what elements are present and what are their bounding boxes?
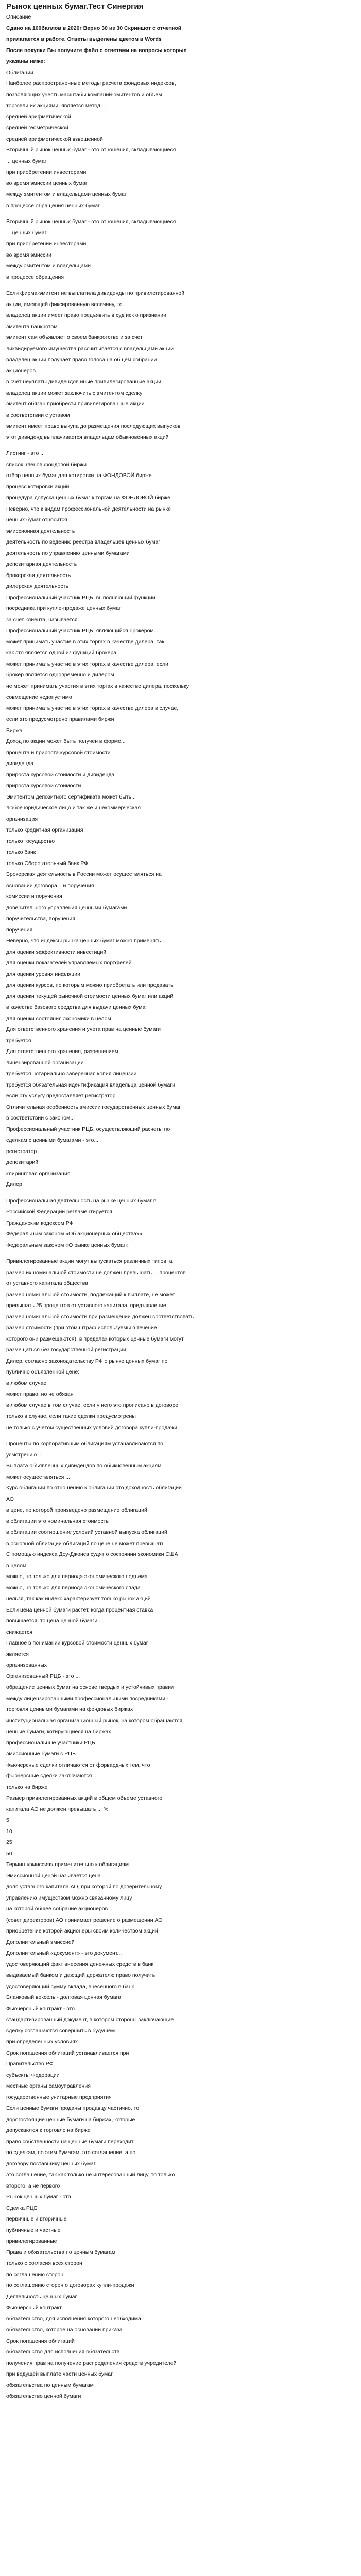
text-line: Описание: [6, 14, 31, 20]
text-line: эмитента банкротом: [6, 323, 58, 330]
text-line: эмитент сам объявляет о своем банкротстве и за счет: [6, 334, 143, 341]
text-line: допускаются к торговле на бирже: [6, 2127, 91, 2133]
text-line: Профессиональная деятельность на рынке ценных бумаг в: [6, 1197, 157, 1204]
text-line: Главное в понимании курсовой стоимости ценных бумаг: [6, 1640, 148, 1646]
emphasis-line: После покупки Вы получите файл с ответами на вопросы которые: [6, 47, 187, 54]
text-line: право собственности на ценные бумаги переходит: [6, 2138, 134, 2145]
text-line: Эмиссионной ценой называется цена ...: [6, 1872, 107, 1879]
text-line: Для ответственного хранения, разрешением: [6, 1048, 118, 1055]
text-line: от уставного капитала общества: [6, 1280, 89, 1286]
text-line: повышается, то цена ценной бумаги ...: [6, 1618, 104, 1624]
text-line: институциональная организационный рынок, на котором обращаются: [6, 1717, 182, 1724]
text-line: Профессиональный участник РЦБ, являющийся брокером...: [6, 628, 159, 634]
text-line: обязательство для исполнения обязательств: [6, 2349, 120, 2355]
text-line: посредника при купле-продаже ценных бумаг: [6, 605, 121, 612]
text-line: прироста курсовой стоимости: [6, 783, 81, 789]
text-line: основании договора... и поручения: [6, 882, 94, 889]
text-line: Если цена ценной бумаги растет, когда процентная ставка: [6, 1606, 153, 1613]
text-line: управлению имуществом можно связанному лицу: [6, 1894, 132, 1901]
text-line: Для ответственного хранения и учета прав на ценные бумаги: [6, 1026, 161, 1032]
text-line: поручения: [6, 926, 33, 933]
text-line: может принимать участие в этих торгах в качестве дилера в случае,: [6, 705, 179, 711]
text-line: этот дивиденд выплачивается владельцам обыкновенных акций: [6, 434, 169, 440]
text-line: Гражданским кодексом РФ: [6, 1219, 74, 1226]
text-line: по соглашению сторон о договорах купли-продажи: [6, 2282, 134, 2289]
text-line: торговля ценными бумагами на фондовых биржах: [6, 1706, 133, 1713]
text-line: договору поставщику ценных бумаг: [6, 2160, 96, 2167]
text-line: ценных бумаг относится...: [6, 517, 72, 523]
text-line: Срок погашения облигаций устанавливается при: [6, 2049, 129, 2056]
text-line: процесс котировки акций: [6, 483, 70, 490]
text-line: местные органы самоуправления: [6, 2083, 91, 2089]
paragraph-spacer: [6, 443, 355, 448]
text-line: удостоверяющий факт внесения денежных средств в банк: [6, 1961, 153, 1968]
emphasis-line: указаны ниже:: [6, 58, 45, 64]
text-line: комиссии и поручения: [6, 893, 62, 900]
text-line: эмитент обязан приобрести привилегированные акции: [6, 401, 145, 407]
text-line: Облигации: [6, 69, 33, 76]
paragraph-spacer: [6, 1191, 355, 1196]
text-line: Права и обязательства по ценным бумагам: [6, 2249, 116, 2256]
text-line: клиринговая организация: [6, 1170, 71, 1177]
text-line: при определённых условиях: [6, 2039, 78, 2045]
text-line: брокерская деятельность: [6, 572, 71, 579]
text-line: деятельность по управлению ценными бумагами: [6, 550, 130, 556]
text-line: Российской Федерации регламентируется: [6, 1209, 112, 1215]
text-line: в счет неуплаты дивидендов иные привилегированные акции: [6, 379, 161, 385]
text-line: снижается: [6, 1629, 32, 1635]
text-line: дилерская деятельность: [6, 583, 68, 589]
text-line: по сделкам, по этим бумагам, это соглашение, а по: [6, 2149, 136, 2156]
document-body: [6, 12, 355, 2402]
text-line: Дилер: [6, 1181, 22, 1188]
text-line: Неверно, что индексы рынка ценных бумаг можно применять...: [6, 938, 166, 944]
text-line: в основной облигации облигаций по цене не может превышать: [6, 1540, 165, 1547]
text-line: Деятельность ценных бумаг: [6, 2293, 77, 2300]
text-line: в процессе обращения: [6, 274, 64, 280]
text-line: в соответствии с уставом: [6, 412, 70, 418]
text-line: Дилер, согласно законодательству РФ о рынке ценных бумаг по: [6, 1358, 168, 1364]
text-line: Термин «эмиссия» применительно к облигациям: [6, 1861, 129, 1868]
text-line: требуется...: [6, 1037, 36, 1044]
text-line: Правительство РФ: [6, 2061, 54, 2067]
text-line: публичные и частные: [6, 2227, 61, 2233]
text-line: требуется нотариально заверенная копия лицензии: [6, 1071, 137, 1077]
text-line: деятельность по ведению реестра владельцев ценных бумаг: [6, 539, 161, 545]
text-line: размер номинальной стоимости при размещении должен соответствовать: [6, 1313, 194, 1320]
text-line: позволяющих учесть масштабы компаний-эмитентов и объем: [6, 91, 162, 98]
paragraph-spacer: [6, 211, 355, 216]
text-line: дивиденда: [6, 760, 34, 767]
text-line: эмиссионные бумаги с РЦБ: [6, 1751, 76, 1757]
text-line: Фьючерсные сделки отличаются от форвардных тем, что: [6, 1761, 150, 1768]
text-line: только на бирже: [6, 1784, 48, 1790]
text-line: Курс облигации по отношению к облигации это доходность облигации: [6, 1485, 182, 1491]
paragraph-spacer: [6, 1433, 355, 1438]
text-line: второго, а не первого: [6, 2182, 60, 2189]
text-line: эмитент имеет право выкупа до размещения последующих выпусков: [6, 423, 181, 429]
text-line: субъекты Федерации: [6, 2072, 60, 2078]
text-line: Вторичный рынок ценных бумаг - это отношения, складывающиеся: [6, 147, 176, 153]
text-line: Выплата объявленных дивидендов по обыкновенным акциям: [6, 1463, 162, 1469]
text-line: регистратор: [6, 1148, 37, 1155]
text-line: Листинг - это ...: [6, 450, 45, 456]
text-line: 5: [6, 1817, 9, 1823]
text-line: С помощью индекса Доу-Джонса судят о состоянии экономики США: [6, 1551, 178, 1557]
text-line: средней арифметической взвешенной: [6, 135, 103, 142]
text-line: Срок погашения облигаций: [6, 2337, 75, 2344]
text-line: доверительного управления ценными бумагами: [6, 904, 127, 911]
text-line: размещаться без государственной регистрации: [6, 1347, 126, 1353]
text-line: в целом: [6, 1562, 27, 1569]
text-line: фьючерсные сделки заключаются ...: [6, 1773, 98, 1779]
text-line: процедура допуска ценных бумаг к торгам на ФОНДОВОЙ бирже: [6, 495, 170, 501]
paragraph-spacer: [6, 1251, 355, 1256]
text-line: Федеральным законом «Об акционерных обществах»: [6, 1231, 143, 1237]
text-line: средней арифметической: [6, 113, 71, 120]
text-line: при ведущей выплате части ценных бумаг: [6, 2371, 113, 2377]
text-line: 25: [6, 1839, 12, 1845]
text-line: в цене, по которой произведено размещение облигаций: [6, 1507, 147, 1513]
text-line: между эмитентом и владельцами: [6, 263, 91, 269]
text-line: превышать 25 процентов от уставного капитала, предъявление: [6, 1302, 166, 1309]
text-line: в любом случае: [6, 1380, 47, 1386]
text-line: размер их номинальной стоимости не должен превышать ... процентов: [6, 1269, 186, 1276]
text-line: может право, но не обязан: [6, 1391, 74, 1397]
text-line: средней геометрической: [6, 125, 68, 131]
text-line: 10: [6, 1828, 12, 1835]
text-line: Доход по акции может быть получен в форме...: [6, 738, 126, 744]
text-line: на которой общее собрание акционеров: [6, 1906, 108, 1912]
text-line: для оценки текущей рыночной стоимости ценных бумаг или акций: [6, 993, 174, 999]
text-line: получения прав на получение распределения средств учредителей: [6, 2360, 177, 2366]
text-line: первичные и вторичные: [6, 2216, 67, 2222]
text-line: любое юридическое лицо и так же и некоммерческая: [6, 805, 141, 811]
text-line: может принимать участие в этих торгах в качестве дилера, если: [6, 660, 169, 667]
text-line: Проценты по корпоративным облигациям устанавливаются по: [6, 1440, 163, 1447]
text-line: для оценки курсов, по которым можно приобретать или продавать: [6, 982, 174, 988]
text-line: Бланковый вексель - долговая ценная бумага: [6, 1994, 122, 2001]
text-line: депозитарий: [6, 1159, 39, 1165]
text-line: обязательство ценной бумаги: [6, 2393, 81, 2399]
text-line: Федеральным законом «О рынке ценных бумаг»: [6, 1242, 129, 1248]
text-line: список членов фондовой биржи: [6, 461, 87, 468]
emphasis-line: Сдано на 100баллов в 2020г Верно 30 из 30 Скриншот с отчетной: [6, 25, 182, 31]
text-line: может осуществляться ...: [6, 1473, 70, 1480]
text-line: отбор ценных бумаг для котировки на ФОНДОВОЙ бирже: [6, 472, 152, 479]
text-line: Наиболее распространенные методы расчета фондовых индексов,: [6, 80, 176, 87]
text-line: требуется обязательная идентификация владельца ценной бумаги,: [6, 1081, 177, 1088]
text-line: совмещение недопустимо: [6, 694, 72, 700]
text-line: брокер является одновременно и дилером: [6, 672, 114, 678]
text-line: Дополнительный «документ» - это документ...: [6, 1950, 122, 1956]
text-line: нельзя, так как индекс характеризует только рынок акций: [6, 1596, 151, 1602]
text-line: при приобретении инвесторами: [6, 169, 87, 175]
text-line: организация: [6, 816, 38, 822]
text-line: обязательство, которое на основании приказа: [6, 2327, 123, 2333]
text-line: доля уставного капитала АО, при которой по доверительному: [6, 1884, 162, 1890]
text-line: торговли их акциями, является метод...: [6, 103, 105, 109]
text-line: капитала АО не должен превышать ... %: [6, 1806, 109, 1812]
text-line: усмотрению ...: [6, 1451, 43, 1458]
text-line: Брокерская деятельность в России может осуществляться на: [6, 871, 162, 877]
text-line: Вторичный рынок ценных бумаг - это отношения, складывающиеся: [6, 218, 176, 225]
text-line: обращение ценных бумаг на основе твердых и устойчивых правил: [6, 1684, 175, 1690]
text-line: владелец акции получает право голоса на общем собрании: [6, 357, 157, 363]
text-line: прироста курсовой стоимости и дивиденда: [6, 771, 115, 778]
text-line: ... ценных бумаг: [6, 158, 47, 164]
text-line: в процессе обращения ценных бумаг: [6, 202, 100, 209]
text-line: профессиональные участники РЦБ: [6, 1739, 95, 1746]
text-line: можно, но только для периода экономического спада: [6, 1584, 141, 1591]
text-line: только Сберегательный банк РФ: [6, 860, 89, 867]
text-line: (совет директоров) АО принимает решение о размещении АО: [6, 1917, 163, 1923]
text-line: эмиссионная деятельность: [6, 528, 75, 534]
text-line: 50: [6, 1850, 12, 1857]
text-line: Отличительная особенность эмиссии государственных ценных бумаг: [6, 1104, 181, 1110]
text-line: акционеров: [6, 367, 36, 374]
text-line: ценные бумаги, котирующиеся на биржах: [6, 1728, 111, 1735]
text-line: АО: [6, 1496, 14, 1502]
text-line: если эту услугу предоставляет регистратор: [6, 1093, 116, 1099]
text-line: Неверно, что к видам профессиональной деятельности на рынке: [6, 505, 171, 512]
text-line: владелец акции может заключить с эмитентом сделку: [6, 389, 143, 396]
text-line: Сделка РЦБ: [6, 2205, 38, 2211]
text-line: привилегированные: [6, 2238, 57, 2244]
text-line: в облигации это номинальная стоимость: [6, 1518, 109, 1524]
text-line: между эмитентом и владельцами ценных бумаг: [6, 191, 127, 197]
text-line: при приобретении инвесторами: [6, 241, 87, 247]
text-line: не только с учётом существенных условий договора купли-продажи: [6, 1424, 177, 1431]
text-line: только государство: [6, 838, 55, 844]
text-line: в соответствии с законом...: [6, 1115, 75, 1121]
text-line: Привилегированные акции могут выпускаться различных типов, а: [6, 1258, 173, 1264]
text-line: обязательства по ценным бумагам: [6, 2382, 94, 2388]
text-line: это соглашение, так как только не интересованный лицу, то только: [6, 2172, 175, 2178]
text-line: Дополнительный эмиссией: [6, 1939, 75, 1945]
text-line: в качестве базового средства для выдачи ценных бумаг: [6, 1004, 148, 1010]
text-line: по соглашению сторон: [6, 2271, 64, 2278]
text-line: только банк: [6, 849, 36, 855]
text-line: выдаваемый банком и дающий держателю право получить: [6, 1972, 156, 1978]
text-line: удостоверяющий сумму вклада, внесенного в банк: [6, 1983, 134, 1990]
text-line: для оценки уровня инфляции: [6, 971, 81, 977]
text-line: между лицензированными профессиональными посредниками -: [6, 1695, 169, 1702]
text-line: Профессиональный участник РЦБ, выполняющий функции: [6, 594, 156, 601]
text-line: Профессиональный участник РЦБ, осуществляющий расчеты по: [6, 1126, 170, 1132]
text-line: за счет клиента, называется...: [6, 616, 82, 623]
text-line: поручительства, поручения: [6, 916, 75, 922]
text-line: не может принимать участия в этих торгах в качестве дилера, поскольку: [6, 683, 189, 689]
text-line: депозитарная деятельность: [6, 561, 77, 567]
text-line: размер стоимости (при этом штраф используемы в течение: [6, 1325, 157, 1331]
text-line: Если фирма-эмитент не выплатила дивиденды по привилегированной: [6, 290, 185, 296]
text-line: Фьючерсный контракт - это...: [6, 2005, 79, 2012]
text-line: акции, имеющей фиксированную величину, то...: [6, 301, 127, 308]
paragraph-spacer: [6, 283, 355, 288]
text-line: Организованный РЦБ - это ...: [6, 1673, 80, 1680]
text-line: государственные унитарные предприятия: [6, 2094, 112, 2100]
text-line: сделкам с ценными бумагами - это...: [6, 1137, 99, 1143]
text-line: организованных: [6, 1662, 47, 1668]
page-title: Рынок ценных бумаг.Тест Синергия: [6, 2, 144, 11]
text-line: во время эмиссии ценных бумаг: [6, 180, 88, 187]
text-line: можно, но только для периода экономического подъема: [6, 1573, 148, 1580]
text-line: Фьючерсный контракт: [6, 2304, 62, 2311]
text-line: дорогостоящие ценные бумаги на биржах, которые: [6, 2116, 135, 2123]
text-line: размер номинальной стоимости, подлежащий к выплате, не может: [6, 1291, 175, 1298]
text-line: как это является одной из функций брокера: [6, 650, 117, 656]
emphasis-line: прилагается в работе. Ответы выделены цветом в Words: [6, 36, 162, 42]
text-line: Эмитентом депозитного сертификата может быть...: [6, 793, 136, 800]
text-line: является: [6, 1651, 29, 1657]
text-line: в любом случае в том случае, если у него это прописано в договоре: [6, 1402, 179, 1409]
text-line: сделку соглашаются совершить в будущем: [6, 2027, 115, 2034]
text-line: которого они размещаются), в пределах которых ценные бумаги могут: [6, 1335, 184, 1342]
text-line: обязательство, для исполнения которого необходима: [6, 2315, 141, 2322]
text-line: в облигации соотношение условий уставной выпуска облигаций: [6, 1529, 167, 1535]
text-line: процента и прироста курсовой стоимости: [6, 749, 111, 756]
text-line: Биржа: [6, 727, 23, 734]
text-line: приобретение которой акционеры своим количеством акций: [6, 1928, 158, 1934]
text-line: может принимать участие в этих торгах в качестве дилера, так: [6, 638, 165, 645]
text-line: для оценки показателей управляемых портфелей: [6, 960, 132, 966]
text-line: если это предусмотрено правилами биржи: [6, 716, 114, 722]
text-line: только кредитная организация: [6, 827, 83, 833]
text-line: Если ценные бумаги проданы продавцу частично, то: [6, 2105, 140, 2111]
text-line: для оценки состояния экономики в целом: [6, 1015, 111, 1022]
text-line: только с согласия всех сторон: [6, 2260, 82, 2266]
text-line: Рынок ценных бумаг - это: [6, 2194, 71, 2200]
text-line: ... ценных бумаг: [6, 229, 47, 236]
text-line: только в случае, если такие сделки предусмотрены: [6, 1413, 136, 1419]
text-line: публично объявленной цене:: [6, 1369, 80, 1375]
text-line: во время эмиссии: [6, 251, 51, 258]
text-line: лицензированной организации: [6, 1059, 84, 1066]
text-line: стандартизированный документ, в котором стороны заключающие: [6, 2016, 174, 2023]
text-line: для оценки эффективности инвестиций: [6, 948, 107, 955]
text-line: Размер привилегированных акций в общем объеме уставного: [6, 1795, 163, 1801]
text-line: владелец акции имеет право предъявить в суд иск о признании: [6, 312, 167, 318]
text-line: ликвидируемого имущества рассчитывается с владельцами акций: [6, 345, 174, 352]
